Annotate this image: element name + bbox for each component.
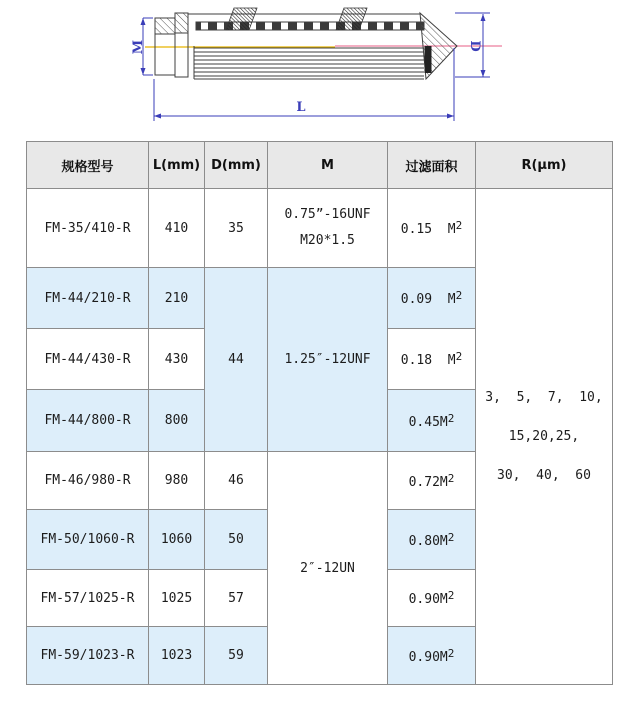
cell-model: FM-44/210-R (27, 268, 149, 329)
table-row (27, 189, 613, 268)
header-row (27, 142, 613, 189)
micron-line-2: 15,20,25, (508, 429, 580, 444)
cell-length: 980 (149, 452, 205, 510)
cell-length: 1025 (149, 570, 205, 627)
dim-D (455, 13, 490, 77)
header-filter-area: 过滤面积 (388, 142, 476, 189)
header-spec-model: 规格型号 (27, 142, 149, 189)
collar (175, 13, 188, 77)
cell-diameter: 35 (205, 189, 268, 268)
cell-filter-area: 0.15 $M^2$ (388, 189, 476, 268)
dim-label-d: D (467, 40, 482, 52)
cell-model: FM-59/1023-R (27, 627, 149, 685)
cell-model: FM-46/980-R (27, 452, 149, 510)
cell-thread: 2″-12UN (268, 452, 388, 685)
dim-L (154, 48, 454, 121)
cell-model: FM-35/410-R (27, 189, 149, 268)
cell-model: FM-44/430-R (27, 329, 149, 390)
cell-thread: 1.25″-12UNF (268, 268, 388, 452)
cell-diameter: 57 (205, 570, 268, 627)
cell-micron-ratings (476, 189, 613, 685)
cell-diameter: 59 (205, 627, 268, 685)
cell-diameter: 46 (205, 452, 268, 510)
header-length: L(mm) (149, 142, 205, 189)
micron-line-3: 30, 40, 60 (497, 468, 591, 483)
cell-filter-area: 0.18 $M^2$ (388, 329, 476, 390)
cell-model: FM-50/1060-R (27, 510, 149, 570)
cell-diameter: 44 (205, 268, 268, 452)
cell-length: 1023 (149, 627, 205, 685)
pleats (194, 46, 424, 79)
dim-label-m: M (131, 39, 146, 55)
cell-filter-area: $0.45M^2$ (388, 390, 476, 452)
cell-filter-area: 0.09 $M^2$ (388, 268, 476, 329)
cell-diameter: 50 (205, 510, 268, 570)
header-micron-rating: R(µm) (476, 142, 613, 189)
cell-filter-area: $0.80M^2$ (388, 510, 476, 570)
cell-model: FM-44/800-R (27, 390, 149, 452)
cell-filter-area: $0.90M^2$ (388, 627, 476, 685)
micron-line-1: 3, 5, 7, 10, (485, 390, 603, 405)
filter-technical-drawing (0, 0, 634, 135)
cell-filter-area: $0.90M^2$ (388, 570, 476, 627)
cell-filter-area: $0.72M^2$ (388, 452, 476, 510)
cell-length: 1060 (149, 510, 205, 570)
header-thread: M (268, 142, 388, 189)
cell-length: 210 (149, 268, 205, 329)
cell-length: 430 (149, 329, 205, 390)
thread-line-2: M20*1.5 (300, 233, 355, 248)
cell-model: FM-57/1025-R (27, 570, 149, 627)
dim-label-l: L (296, 100, 306, 115)
header-diameter: D(mm) (205, 142, 268, 189)
cone-seal-bar (425, 46, 432, 73)
thread-line-1: 0.75”-16UNF (284, 207, 371, 222)
cell-thread (268, 189, 388, 268)
cell-length: 410 (149, 189, 205, 268)
cell-length: 800 (149, 390, 205, 452)
spec-table-container (26, 141, 613, 685)
spec-table (26, 141, 613, 685)
end-cone (420, 13, 457, 79)
